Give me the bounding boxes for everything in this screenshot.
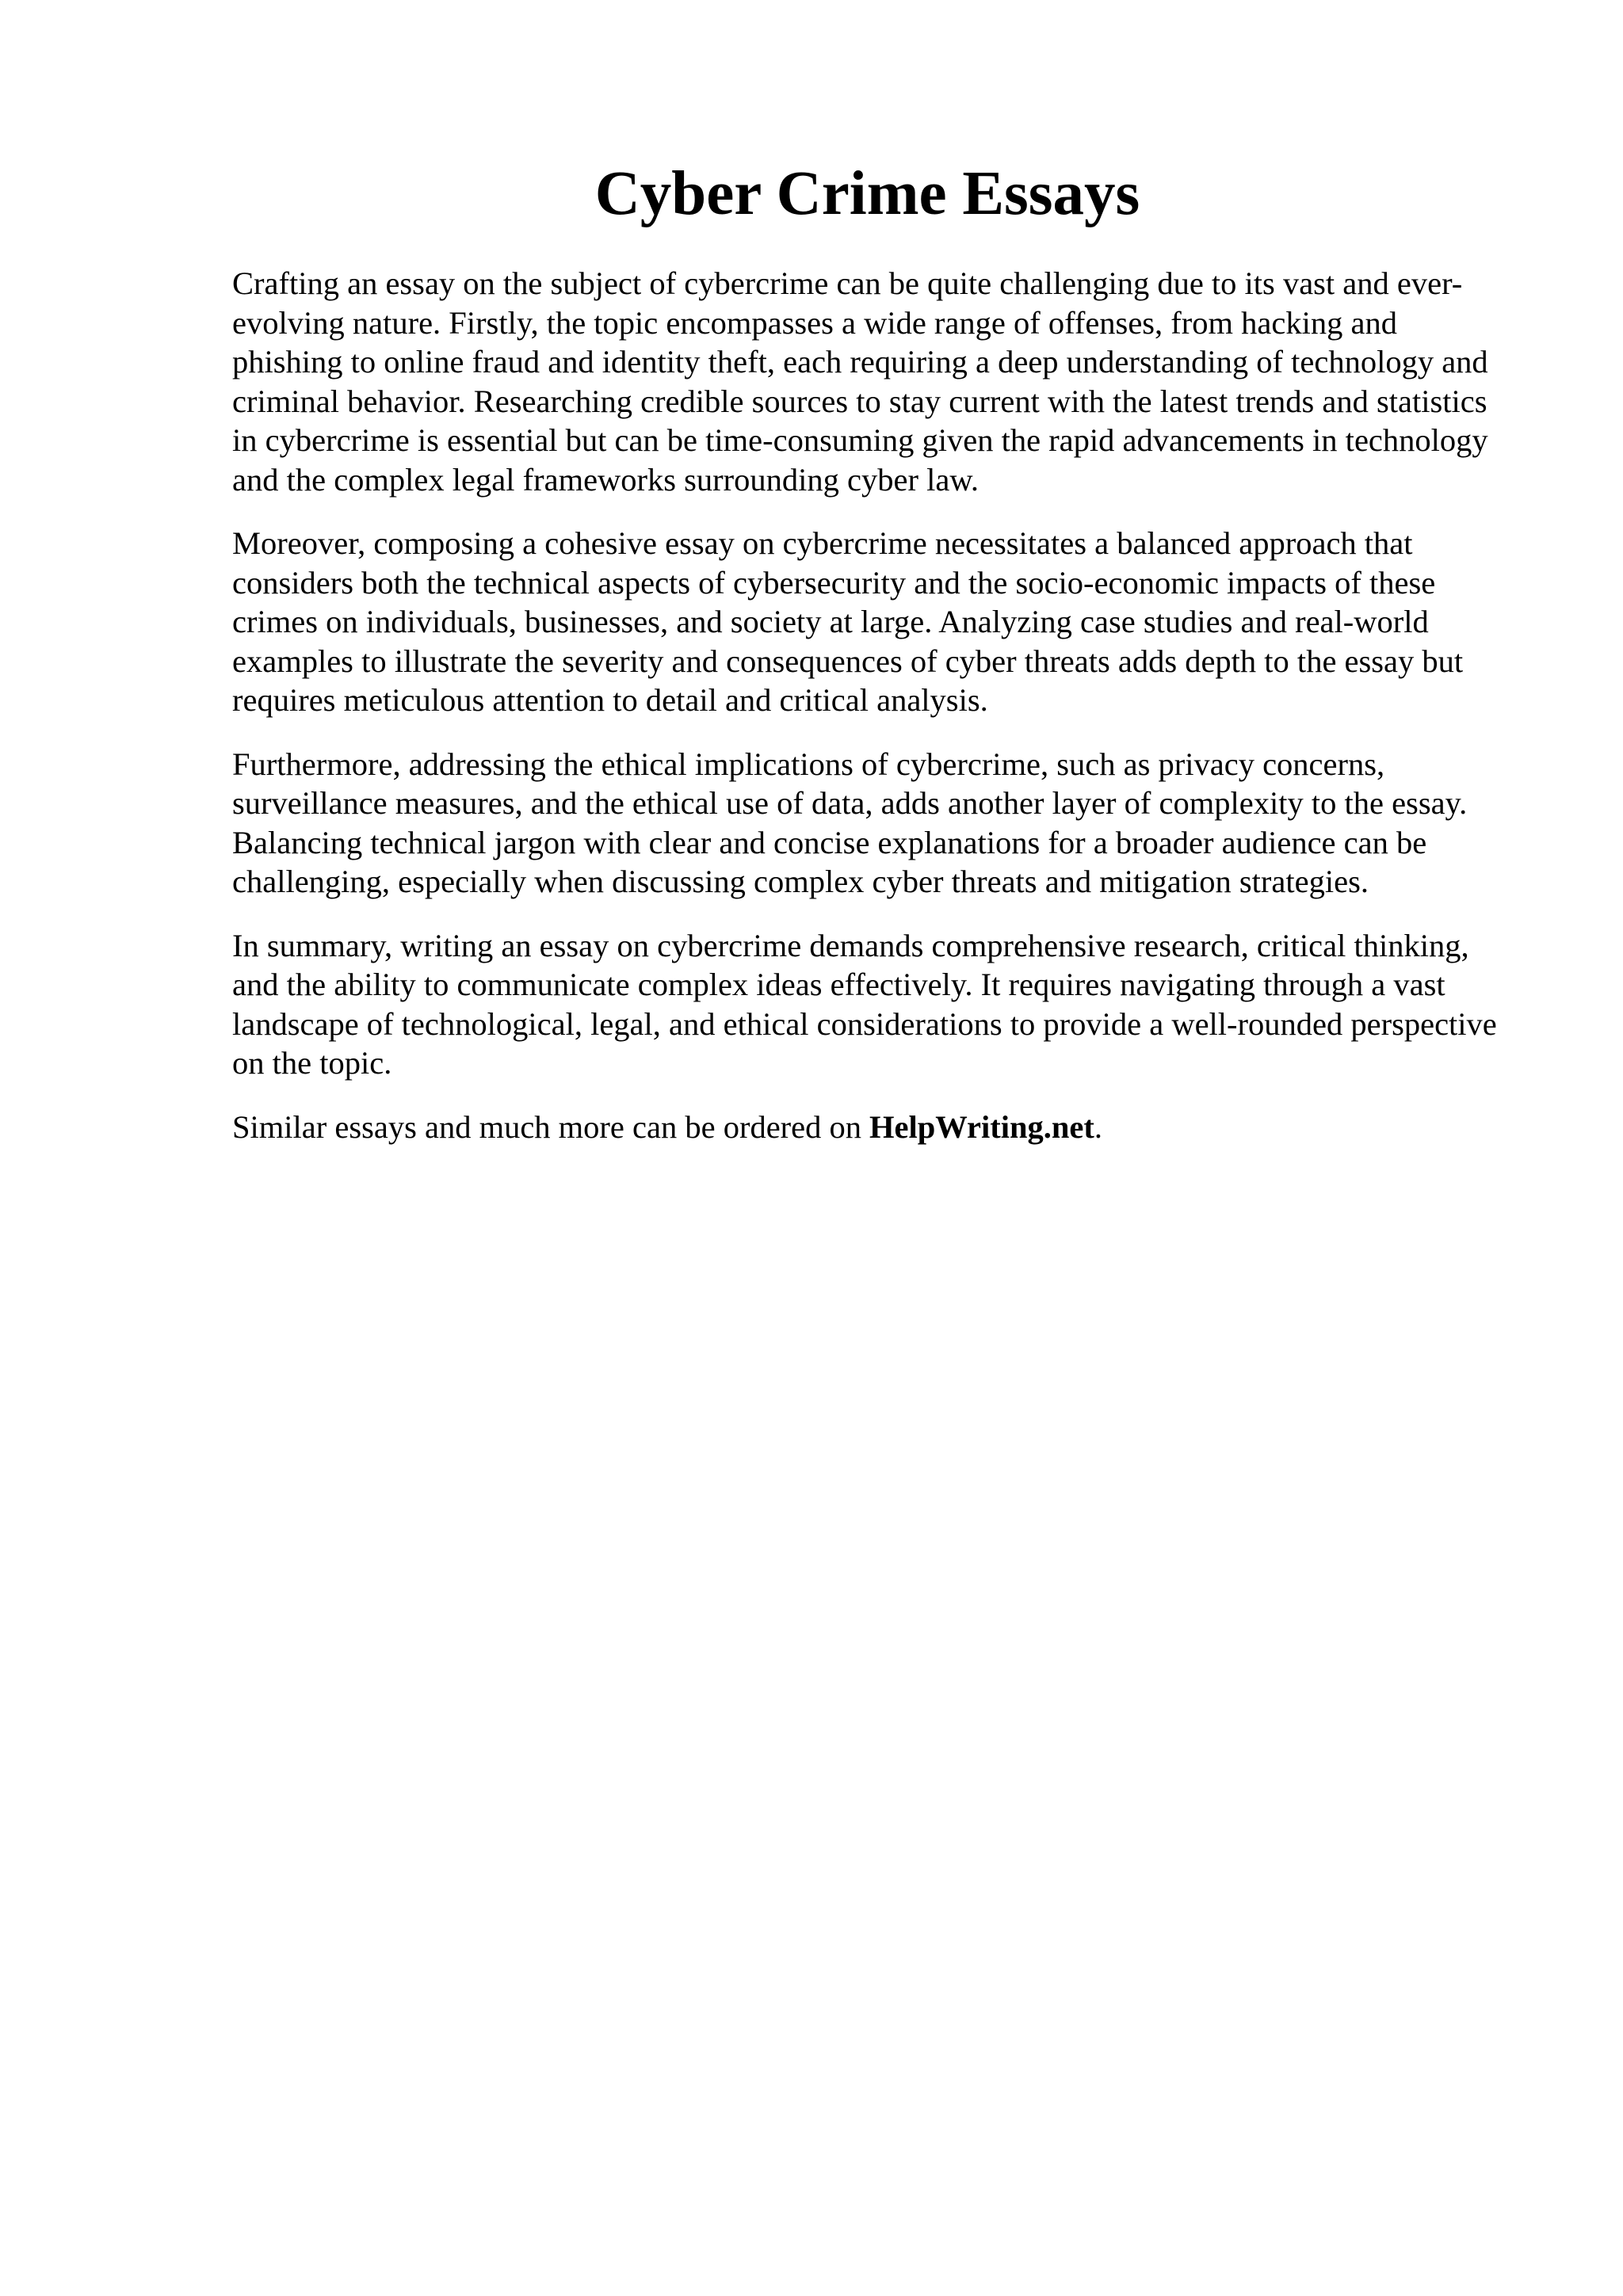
essay-body (232, 264, 1503, 1146)
paragraph-2: Moreover, composing a cohesive essay on cybercrime necessitates a balanced approach that considers both the technical aspects of cybersecurity and the socio-economic impacts of these crimes on individuals, businesses, and society at large. Analyzing case studies and real-world examples to illustrate the severity and consequences of cyber threats adds depth to the essay but requires meticulous attention to detail and critical analysis. (232, 525, 1464, 718)
paragraph-3: Furthermore, addressing the ethical implications of cybercrime, such as privacy concerns, surveillance measures, and the ethical use of data, adds another layer of complexity to the essay. Balancing technical jargon with clear and concise explanations for a broader audience can be challenging, especially when discussing complex cyber threats and mitigation strategies. (232, 746, 1468, 899)
closing-period: . (1094, 1108, 1103, 1145)
page-title: Cyber Crime Essays (594, 159, 1140, 228)
closing-line (232, 1108, 1503, 1147)
closing-text: Similar essays and much more can be ordered on (232, 1108, 862, 1145)
paragraph-4: In summary, writing an essay on cybercrime demands comprehensive research, critical thinking, and the ability to communicate complex ideas effectively. It requires navigating through a vast landscape of technological, legal, and ethical considerations to provide a well-rounded perspective on the topic. (232, 927, 1497, 1081)
paragraph-1: Crafting an essay on the subject of cybercrime can be quite challenging due to its vast and ever-evolving nature. Firstly, the topic encompasses a wide range of offenses, from hacking and phishing to online fraud and identity theft, each requiring a deep understanding of technology and criminal behavior. Researching credible sources to stay current with the latest trends and statistics in cybercrime is essential but can be time-consuming given the rapid advancements in technology and the complex legal frameworks surrounding cyber law. (232, 265, 1488, 498)
brand-link[interactable]: HelpWriting.net (869, 1108, 1094, 1145)
